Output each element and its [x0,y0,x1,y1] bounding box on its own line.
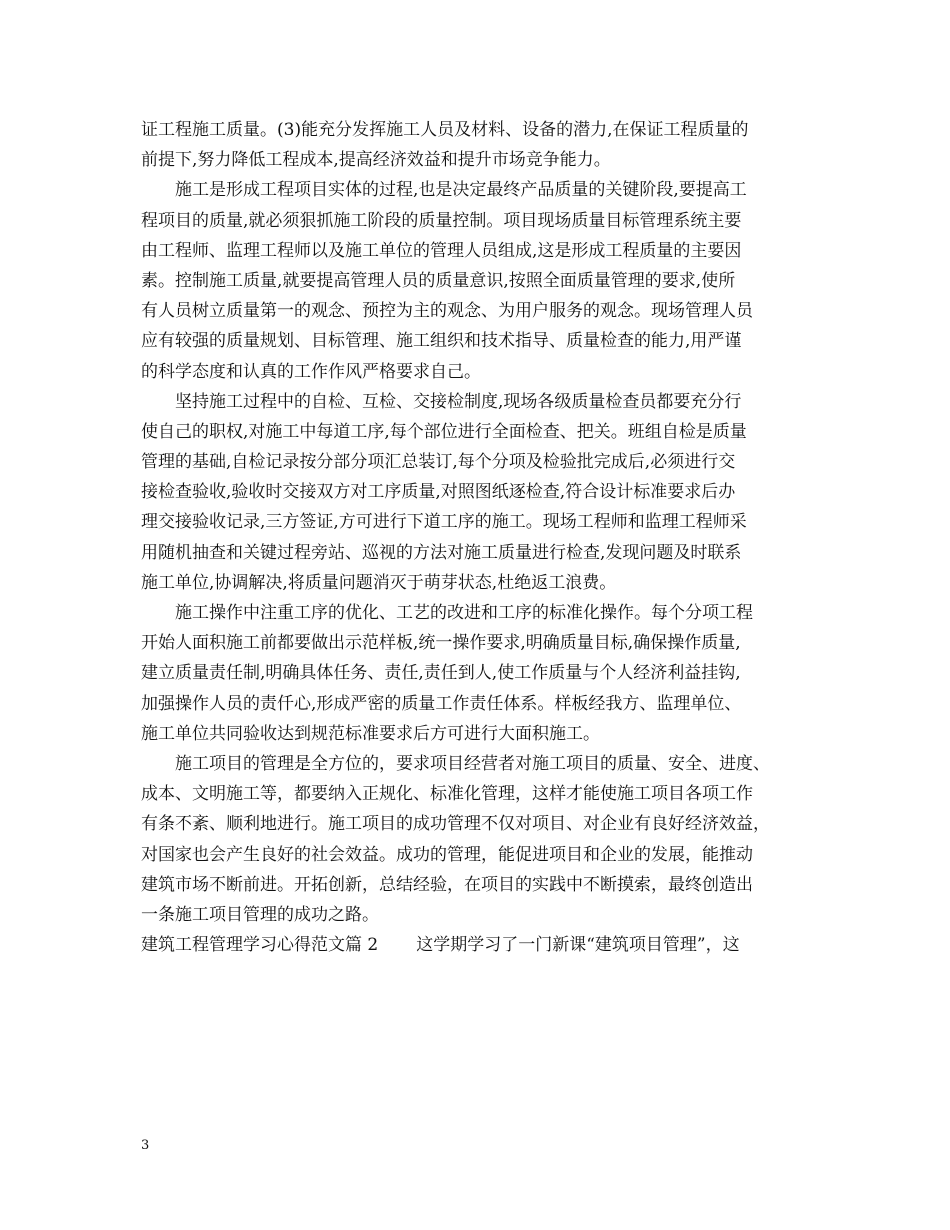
text-line: 理交接验收记录,三方签证,方可进行下道工序的施工。现场工程师和监理工程师采 [141,512,747,533]
paragraph-5 [141,749,821,930]
text-line: 施工项目的管理是全方位的，要求项目经营者对施工项目的质量、安全、进度、 [175,753,770,774]
text-line: 的科学态度和认真的工作作风严格要求自己。 [141,361,481,382]
text-line: 管理的基础,自检记录按分部分项汇总装订,每个分项及检验批完成后,必须进行交 [141,452,736,473]
page-number: 3 [141,1138,150,1153]
text-line: 加强操作人员的责仟心,形成严密的质量工作责任体系。样板经我方、监理单位、 [141,693,742,714]
text-line: 坚持施工过程中的自检、互检、交接检制度,现场各级质量检查员都要充分行 [175,391,742,412]
text-line: 施工单位共同验收达到规范标准要求后方可进行大面积施工。 [141,723,600,744]
text-line: 前提下,努力降低工程成本,提高经济效益和提升市场竞争能力。 [141,150,611,171]
text-line: 证工程施工质量。(3)能充分发挥施工人员及材料、设备的潜力,在保证工程质量的 [141,120,749,140]
text-line: 施工操作中注重工序的优化、工艺的改进和工序的标准化操作。每个分项工程 [175,603,753,623]
text-line: 施工单位,协调解决,将质量问题消灭于萌芽状态,杜绝返工浪费。 [141,572,617,593]
paragraph-1 [141,115,821,175]
text-line: 由工程师、监理工程师以及施工单位的管理人员组成,这是形成工程质量的主要因 [141,240,742,261]
heading-spacer [378,930,416,960]
text-line: 施工是形成工程项目实体的过程,也是决定最终产品质量的关键阶段,要提高工 [175,180,747,201]
text-line: 开始人面积施工前都要做出示范样板,统一操作要求,明确质量目标,确保操作质量, [141,633,741,654]
text-line: 对国家也会产生良好的社会效益。成功的管理，能促进项目和企业的发展，能推动 [141,844,753,865]
body-text [141,115,821,960]
text-line: 应有较强的质量规划、目标管理、施工组织和技术指导、质量检查的能力,用严谨 [141,331,742,352]
paragraph-3 [141,387,821,598]
text-line: 有人员树立质量第一的观念、预控为主的观念、为用户服务的观念。现场管理人员 [141,301,753,322]
text-line: 接检查验收,验收时交接双方对工序质量,对照图纸逐检查,符合设计标准要求后办 [141,482,736,503]
text-line: 一条施工项目管理的成功之路。 [141,904,379,925]
section-heading-line [141,930,821,960]
text-line: 素。控制施工质量,就要提高管理人员的质量意识,按照全面质量管理的要求,使所 [141,270,736,291]
section-heading-text: 这学期学习了一门新课“建筑项目管理”，这 [416,935,740,956]
text-line: 使自己的职权,对施工中每道工序,每个部位进行全面检查、把关。班组自检是质量 [141,421,747,442]
text-line: 程项目的质量,就必须狠抓施工阶段的质量控制。项目现场质量目标管理系统主要 [141,210,742,231]
section-heading-title: 建筑工程管理学习心得范文篇 2 [141,935,379,956]
text-line: 有条不紊、顺利地进行。施工项目的成功管理不仅对项目、对企业有良好经济效益， [141,814,770,835]
text-line: 建筑市场不断前进。开拓创新，总结经验，在项目的实践中不断摸索，最终创造出 [141,874,753,895]
text-line: 成本、文明施工等，都要纳入正规化、标准化管理，这样才能使施工项目各项工作 [141,784,753,805]
paragraph-4 [141,598,821,749]
text-line: 建立质量责任制,明确具体任务、责任,责任到人,使工作质量与个人经济利益挂钩, [141,663,741,684]
paragraph-2 [141,175,821,386]
text-line: 用随机抽查和关键过程旁站、巡视的方法对施工质量进行检查,发现问题及时联系 [141,542,742,563]
